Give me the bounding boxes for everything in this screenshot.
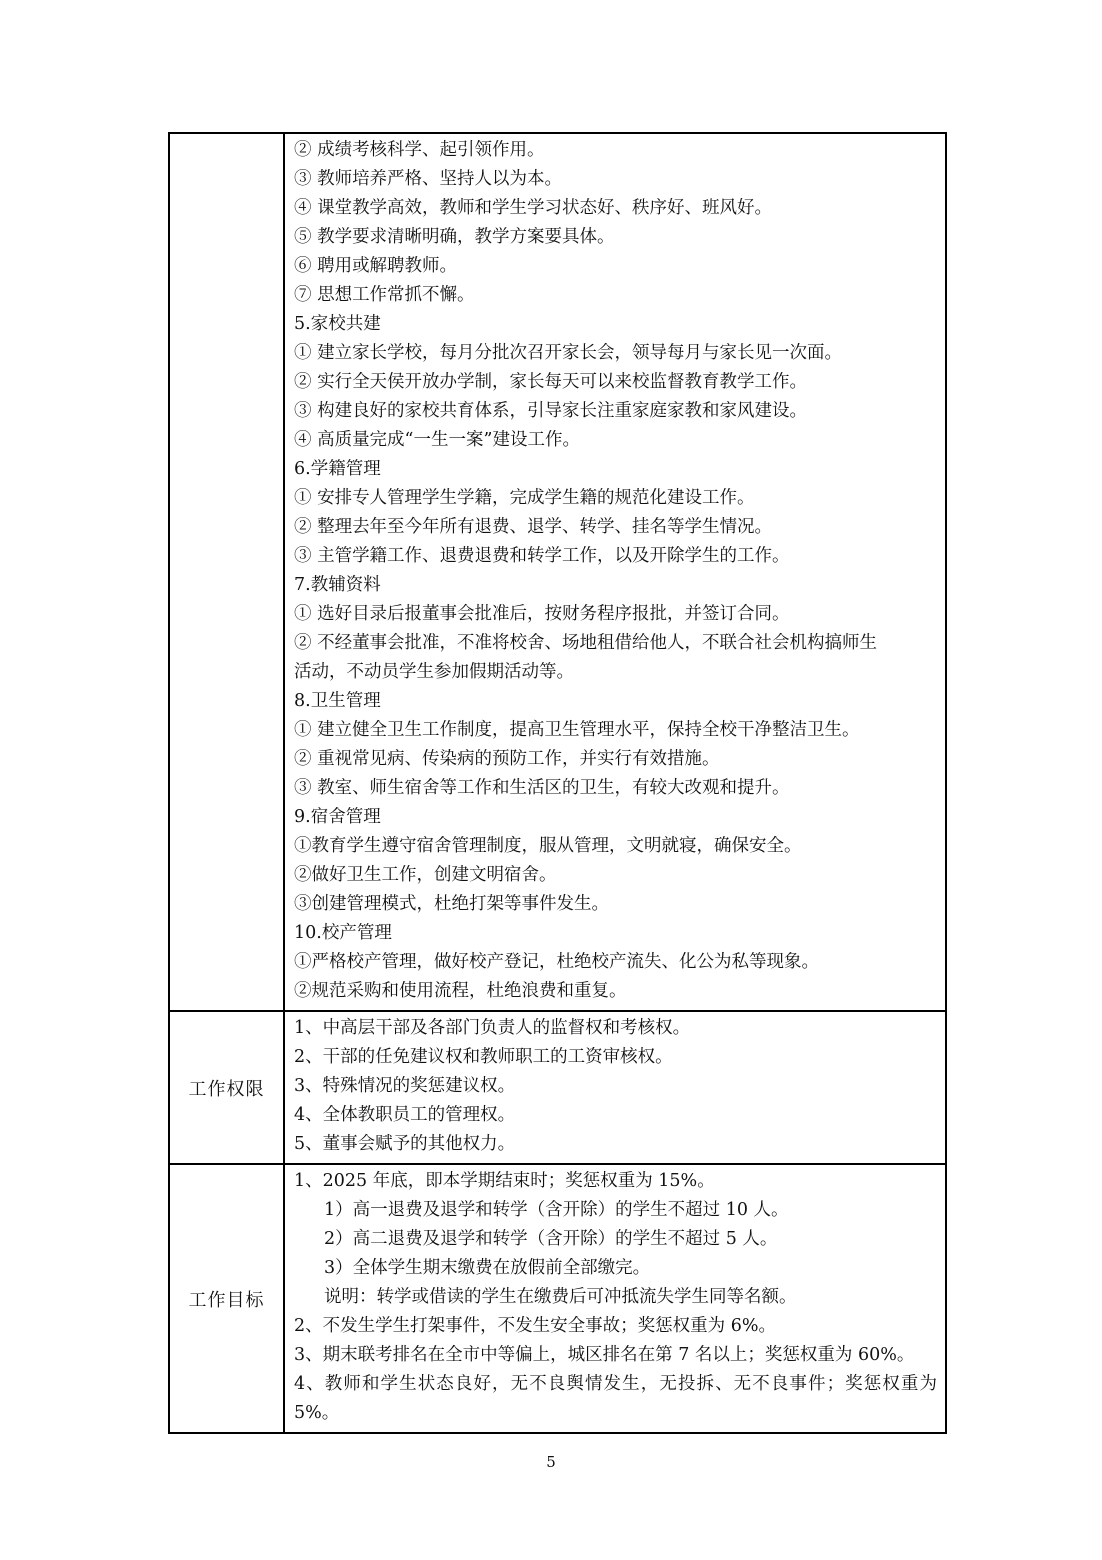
goal-subline: 3）全体学生期末缴费在放假前全部缴完。 <box>324 1258 651 1278</box>
duty-line: ② 成绩考核科学、起引领作用。 <box>294 140 545 160</box>
duty-line: ① 选好目录后报董事会批准后，按财务程序报批，并签订合同。 <box>294 604 790 624</box>
authority-line: 4、全体教职员工的管理权。 <box>294 1105 516 1125</box>
duty-line: ② 实行全天侯开放办学制，家长每天可以来校监督教育教学工作。 <box>294 372 808 392</box>
goal-line: 2、不发生学生打架事件，不发生安全事故；奖惩权重为 6%。 <box>294 1316 776 1336</box>
goal-line: 1、2025 年底，即本学期结束时；奖惩权重为 15%。 <box>294 1171 715 1191</box>
responsibility-table <box>168 132 947 1434</box>
goal-subline: 2）高二退费及退学和转学（含开除）的学生不超过 5 人。 <box>324 1229 778 1249</box>
duty-line: ⑤ 教学要求清晰明确，教学方案要具体。 <box>294 227 615 247</box>
goals-row <box>169 1164 946 1433</box>
duty-line: ② 不经董事会批准，不准将校舍、场地租借给他人，不联合社会机构搞师生 <box>294 633 878 653</box>
duty-line: ① 建立家长学校，每月分批次召开家长会，领导每月与家长见一次面。 <box>294 343 843 363</box>
duty-line: ②做好卫生工作，创建文明宿舍。 <box>294 865 557 885</box>
duty-line: ④ 高质量完成“一生一案”建设工作。 <box>294 430 580 450</box>
section-heading: 7.教辅资料 <box>294 575 381 595</box>
duty-line: ⑥ 聘用或解聘教师。 <box>294 256 458 276</box>
authority-line: 1、中高层干部及各部门负责人的监督权和考核权。 <box>294 1018 691 1038</box>
section-heading: 9.宿舍管理 <box>294 807 381 827</box>
duties-content <box>285 134 945 1010</box>
duty-line: ① 建立健全卫生工作制度，提高卫生管理水平，保持全校干净整洁卫生。 <box>294 720 860 740</box>
goals-content-cell <box>284 1164 946 1433</box>
page-number: 5 <box>546 1453 556 1471</box>
goal-subline: 1）高一退费及退学和转学（含开除）的学生不超过 10 人。 <box>324 1200 789 1220</box>
duty-line: ③创建管理模式，杜绝打架等事件发生。 <box>294 894 609 914</box>
authority-line: 2、干部的任免建议权和教师职工的工资审核权。 <box>294 1047 673 1067</box>
section-heading: 8.卫生管理 <box>294 691 381 711</box>
goals-label: 工作目标 <box>169 1164 284 1433</box>
duty-line: ③ 主管学籍工作、退费退费和转学工作，以及开除学生的工作。 <box>294 546 790 566</box>
authority-line: 5、董事会赋予的其他权力。 <box>294 1134 516 1154</box>
duty-line: ①严格校产管理，做好校产登记，杜绝校产流失、化公为私等现象。 <box>294 952 819 972</box>
duty-line: ④ 课堂教学高效，教师和学生学习状态好、秩序好、班风好。 <box>294 198 773 218</box>
goals-content <box>285 1165 945 1432</box>
duties-row <box>169 133 946 1011</box>
authority-content-cell <box>284 1011 946 1164</box>
duty-line: ③ 构建良好的家校共育体系，引导家长注重家庭家教和家风建设。 <box>294 401 808 421</box>
authority-content <box>285 1012 945 1163</box>
duty-line: ①教育学生遵守宿舍管理制度，服从管理，文明就寝，确保安全。 <box>294 836 802 856</box>
section-heading: 10.校产管理 <box>294 923 392 943</box>
duty-line: ⑦ 思想工作常抓不懈。 <box>294 285 475 305</box>
goal-note: 说明：转学或借读的学生在缴费后可冲抵流失学生同等名额。 <box>324 1287 797 1307</box>
authority-label: 工作权限 <box>169 1011 284 1164</box>
duty-line: ② 重视常见病、传染病的预防工作，并实行有效措施。 <box>294 749 720 769</box>
section-heading: 6.学籍管理 <box>294 459 381 479</box>
authority-line: 3、特殊情况的奖惩建议权。 <box>294 1076 516 1096</box>
duty-line: ②规范采购和使用流程，杜绝浪费和重复。 <box>294 981 627 1001</box>
duty-line: 活动，不动员学生参加假期活动等。 <box>294 662 574 682</box>
section-heading: 5.家校共建 <box>294 314 381 334</box>
goal-line: 4、教师和学生状态良好，无不良舆情发生，无投拆、无不良事件；奖惩权重为 5%。 <box>294 1374 937 1423</box>
goal-line: 3、期末联考排名在全市中等偏上，城区排名在第 7 名以上；奖惩权重为 60%。 <box>294 1345 915 1365</box>
duty-line: ① 安排专人管理学生学籍，完成学生籍的规范化建设工作。 <box>294 488 755 508</box>
authority-row <box>169 1011 946 1164</box>
duties-label-cell <box>169 133 284 1011</box>
duties-content-cell <box>284 133 946 1011</box>
duty-line: ③ 教师培养严格、坚持人以为本。 <box>294 169 563 189</box>
duty-line: ③ 教室、师生宿舍等工作和生活区的卫生，有较大改观和提升。 <box>294 778 790 798</box>
duty-line: ② 整理去年至今年所有退费、退学、转学、挂名等学生情况。 <box>294 517 773 537</box>
